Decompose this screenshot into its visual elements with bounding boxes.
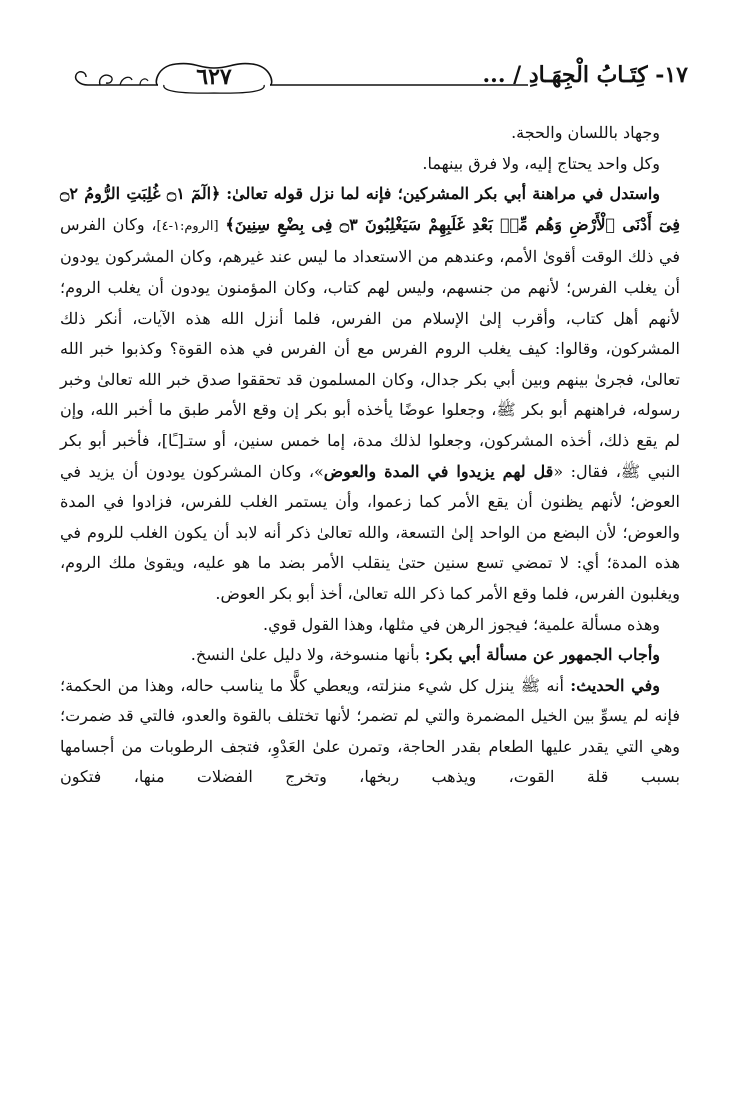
quran-verse: ﴿الٓمٓ ۝١ غُلِبَتِ الرُّومُ ۝٢ فِىٓ أَدْنَى ٱلْأَرْضِ وَهُم مِّنۢ بَعْدِ غَلَبِهِمْ سَيَغْلِبُونَ ۝٣ فِى بِضْعِ سِنِينَ﴾ xyxy=(60,184,681,234)
verse-reference: [الروم:١-٤] xyxy=(156,218,219,234)
paragraph-text: »، وكان المشركون يودون أن يزيد في العوض؛ لأنهم يظنون أن يقع الأمر كما زعموا، وأن يستمر الغلب للفرس، فزادوا في المدة والعوض؛ لأن البضع من الواحد إلىٰ التسعة، والله تعالىٰ ذكر أنه لابد أن يكون الغلب للروم في هذه المدة؛ أي: لا تمضي تسع سنين حتىٰ ينقلب الأمر بضد ما هو عليه، ويقوىٰ ملك الروم، ويغلبون الفرس، فلما وقع الأمر كما ذكر الله تعالىٰ، أخذ أبو بكر العوض. xyxy=(60,461,680,603)
paragraph-lead: واستدل في مراهنة أبي بكر المشركين؛ فإنه لما نزل قوله تعالىٰ: xyxy=(226,184,660,204)
page-number: ٦٢٧ xyxy=(196,64,232,90)
paragraph xyxy=(60,640,680,671)
chapter-title: ١٧- كِتَـابُ الْجِهَـادِ / ... xyxy=(482,62,688,88)
paragraph: وكل واحد يحتاج إليه، ولا فرق بينهما. xyxy=(422,153,660,173)
paragraph: وجهاد باللسان والحجة. xyxy=(511,123,660,142)
hadith-quote: قل لهم يزيدوا في المدة والعوض xyxy=(323,461,554,481)
paragraph-text: ، وكان الفرس في ذلك الوقت أقوىٰ الأمم، وعندهم من الاستعداد ما ليس عند غيرهم، وكان المشركون يودون أن يغلب الفرس؛ لأنهم من جنسهم، وليس لهم كتاب، وكان المؤمنون يودون أن يغلب الروم؛ لأنهم أهل كتاب، وأقرب إلىٰ الإسلام من الفرس، فلما أنزل الله هذه الآيات، أنكر ذلك المشركون، وقالوا: كيف يغلب الروم الفرس مع أن الفرس في هذه القوة؟ وكذبوا خبر الله تعالىٰ، فجرىٰ بينهم وبين أبي بكر جدال، وكان المسلمون قد تحققوا صدق خبر الله تعالىٰ وخبر رسوله، فراهنهم أبو بكر ﷺ، وجعلوا عوضًا يأخذه أبو بكر إن وقع الأمر طبق ما أخبر الله، وإن لم يقع ذلك، أخذه المشركون، وجعلوا لذلك مدة، إما خمس سنين، أو ستـ[ـًا]، فأخبر أبو بكر النبي ﷺ، فقال: « xyxy=(60,214,681,481)
ornament-divider-icon xyxy=(58,58,528,98)
paragraph xyxy=(60,671,680,793)
page-header xyxy=(58,58,688,98)
paragraph-text: بأنها منسوخة، ولا دليل علىٰ النسخ. xyxy=(190,645,425,665)
paragraph: وهذه مسألة علمية؛ فيجوز الرهن في مثلها، وهذا القول قوي. xyxy=(263,614,660,634)
body-text xyxy=(60,118,680,793)
paragraph-lead: وأجاب الجمهور عن مسألة أبي بكر: xyxy=(424,645,660,665)
paragraph-text: أنه ﷺ ينزل كل شيء منزلته، ويعطي كلًّا ما يناسب حاله، وهذا من الحكمة؛ فإنه لم يسوِّ بين الخيل المضمرة والتي لم تضمر؛ لأنها تختلف بالقوة والعدو، فالتي قد ضمرت؛ وهي التي يقدر عليها الطعام بقدر الحاجة، وتمرن علىٰ العَدْوِ، فتجف الرطوبات من أجسامها بسبب قلة القوت، ويذهب ربخها، وتخرج الفضلات منها، فتكون xyxy=(60,675,681,787)
paragraph xyxy=(60,179,680,609)
paragraph-lead: وفي الحديث: xyxy=(570,675,660,695)
